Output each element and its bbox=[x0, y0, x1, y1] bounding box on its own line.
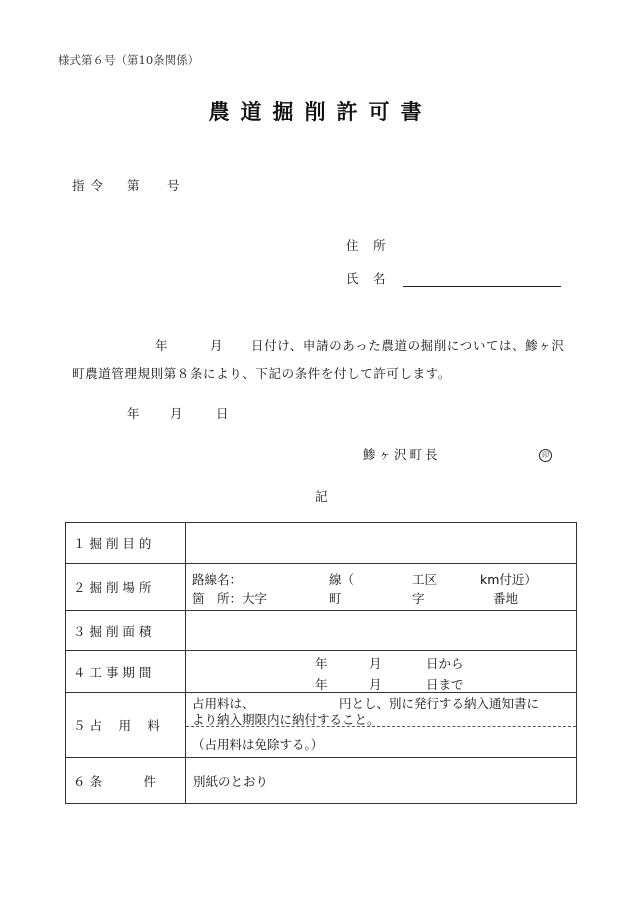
name-blank-line[interactable] bbox=[403, 268, 561, 287]
body-line2: 町農道管理規則第８条により、下記の条件を付して許可します。 bbox=[72, 366, 451, 381]
row-label-area: ３ 掘 削 面 積 bbox=[66, 611, 186, 651]
route-label: 路線名： bbox=[192, 572, 243, 587]
row-value-purpose[interactable] bbox=[186, 523, 577, 564]
row-value-fee[interactable] bbox=[186, 693, 577, 758]
period-from-tsuki: 月 bbox=[369, 656, 382, 671]
period-to-nen: 年 bbox=[315, 677, 328, 692]
fee-line1a: 占用料は、 bbox=[192, 696, 255, 711]
row-value-conditions[interactable]: 別紙のとおり bbox=[186, 758, 577, 804]
address-label: 住 所 bbox=[346, 238, 387, 253]
row-label-conditions: ６ 条 件 bbox=[66, 758, 186, 804]
row-label-location: ２ 掘 削 場 所 bbox=[66, 564, 186, 611]
period-to-tsuki: 月 bbox=[369, 677, 382, 692]
table-row bbox=[66, 523, 577, 564]
permit-conditions-table bbox=[65, 522, 577, 804]
period-to-text: 日まで bbox=[426, 677, 464, 692]
seal-mark: 印 bbox=[539, 445, 552, 464]
document-title: 農道掘削許可書 bbox=[208, 100, 433, 124]
table-row bbox=[66, 693, 577, 758]
place-banchi: 番地 bbox=[493, 591, 519, 606]
fee-divider bbox=[186, 726, 576, 727]
table-row bbox=[66, 564, 577, 611]
table-row bbox=[66, 651, 577, 693]
ki-heading: 記 bbox=[315, 489, 328, 504]
body-tsuki: 月 bbox=[210, 338, 223, 353]
date-nen: 年 bbox=[127, 406, 140, 421]
place-machi: 町 bbox=[329, 591, 342, 606]
fee-exempt: （占用料は免除する。） bbox=[192, 737, 324, 752]
period-from-nen: 年 bbox=[315, 656, 328, 671]
order-go: 号 bbox=[167, 178, 180, 193]
body-nen: 年 bbox=[155, 338, 168, 353]
issuer-name: 鯵ヶ沢町長 bbox=[363, 447, 441, 462]
row-value-location[interactable] bbox=[186, 564, 577, 611]
fee-line2: より納入期限内に納付すること。 bbox=[192, 712, 380, 727]
row-label-period: ４ 工 事 期 間 bbox=[66, 651, 186, 693]
order-label: 指令 bbox=[72, 178, 110, 193]
period-from-text: 日から bbox=[426, 656, 464, 671]
name-label: 氏 名 bbox=[346, 271, 387, 286]
date-hi: 日 bbox=[216, 406, 229, 421]
form-number: 様式第６号（第10条関係） bbox=[58, 53, 200, 67]
body-line1: 日付け、申請のあった農道の掘削については、鯵ヶ沢 bbox=[251, 338, 565, 353]
row-value-period[interactable] bbox=[186, 651, 577, 693]
route-km: km付近） bbox=[480, 572, 537, 587]
order-dai: 第 bbox=[127, 178, 140, 193]
row-label-purpose: １ 掘 削 目 的 bbox=[66, 523, 186, 564]
table-row bbox=[66, 611, 577, 651]
row-value-area[interactable] bbox=[186, 611, 577, 651]
route-sen: 線（ bbox=[329, 572, 355, 587]
date-tsuki: 月 bbox=[170, 406, 183, 421]
place-label: 箇 所：大字 bbox=[192, 591, 268, 606]
route-kouku: 工区 bbox=[412, 572, 438, 587]
place-aza: 字 bbox=[412, 591, 425, 606]
table-row bbox=[66, 758, 577, 804]
fee-line1b: 円とし、別に発行する納入通知書に bbox=[339, 696, 540, 711]
row-label-fee: ５ 占 用 料 bbox=[66, 693, 186, 758]
